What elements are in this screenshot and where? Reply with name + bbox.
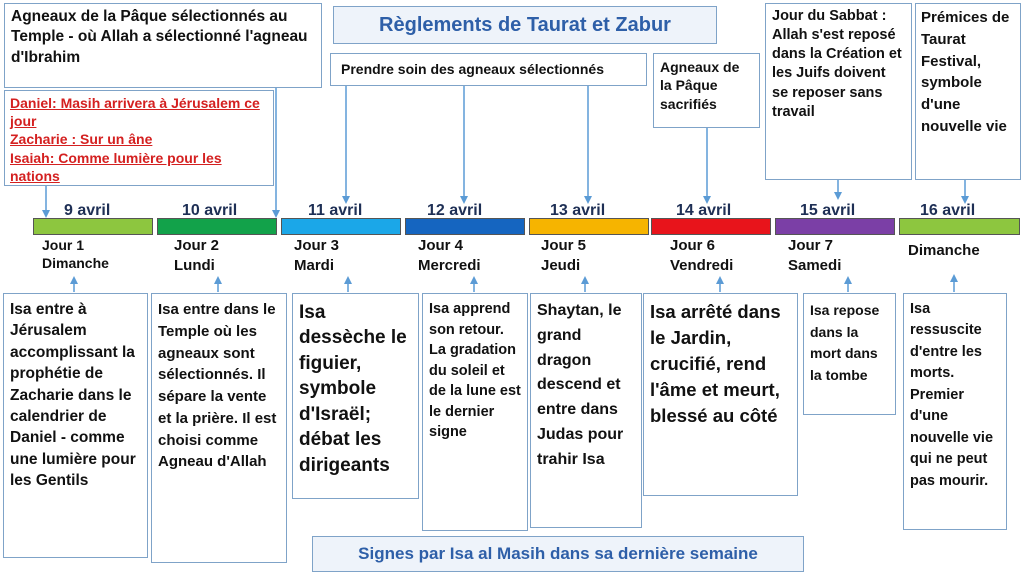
- date-1: 9 avril: [64, 202, 111, 219]
- event-box-7: [803, 293, 896, 415]
- day-label-1: [42, 236, 109, 272]
- date-8: 16 avril: [920, 202, 976, 219]
- day-label-8: [908, 241, 980, 261]
- date-3: 11 avril: [308, 202, 363, 219]
- date-2: 10 avril: [182, 202, 238, 219]
- event-box-1: [3, 293, 148, 558]
- day-6-weekday: Vendredi: [670, 256, 734, 274]
- day-8-weekday: Dimanche: [908, 242, 980, 259]
- prophecy-zacharie: Zacharie : Sur un âne: [10, 131, 153, 148]
- note-agneaux-sacrifies-text: Agneaux de la Pâque sacrifiés: [660, 59, 740, 112]
- timeline-seg-3: [281, 218, 401, 235]
- note-agneaux-temple: [4, 3, 322, 88]
- date-5: 13 avril: [550, 202, 606, 219]
- note-premices: [915, 3, 1021, 180]
- event-6-text: Isa arrêté dans le Jardin, crucifié, rend l'âme et meurt, blessé au côté: [650, 301, 781, 426]
- event-box-2: [151, 293, 287, 563]
- footer-caption: Signes par Isa al Masih dans sa dernière semaine: [312, 536, 804, 572]
- date-4: 12 avril: [427, 202, 483, 219]
- day-label-4: [418, 236, 481, 275]
- event-box-4: [422, 293, 528, 531]
- prophecy-daniel: Daniel: Masih arrivera à Jérusalem ce jour: [10, 95, 260, 130]
- day-7-number: Jour 7: [788, 237, 834, 254]
- timeline-seg-1: [33, 218, 153, 235]
- event-8-text: Isa ressuscite d'entre les morts. Premier d'une nouvelle vie qui ne peut pas mourir.: [910, 301, 994, 489]
- date-6: 14 avril: [676, 202, 732, 219]
- event-box-3: [292, 293, 419, 499]
- note-prendre-soin: [330, 53, 647, 86]
- prophecy-box: [4, 90, 274, 186]
- event-1-text: Isa entre à Jérusalem accomplissant la prophétie de Zacharie dans le calendrier de Daniel - comme une lumière pour les Gentils: [10, 301, 136, 489]
- note-sabbat-text: Jour du Sabbat : Allah s'est reposé dans la Création et les Juifs doivent se reposer sans travail: [772, 8, 902, 120]
- event-box-6: [643, 293, 798, 496]
- note-agneaux-temple-text: Agneaux de la Pâque sélectionnés au Temple - où Allah a sélectionné l'agneau d'Ibrahim: [11, 8, 308, 66]
- day-5-number: Jour 5: [541, 237, 587, 254]
- day-2-number: Jour 2: [174, 237, 220, 254]
- timeline-seg-6: [651, 218, 771, 235]
- event-box-5: [530, 293, 642, 528]
- day-label-3: [294, 236, 339, 275]
- note-prendre-soin-text: Prendre soin des agneaux sélectionnés: [341, 61, 604, 77]
- event-5-text: Shaytan, le grand dragon descend et entre dans Judas pour trahir Isa: [537, 302, 624, 468]
- timeline-seg-5: [529, 218, 649, 235]
- day-label-2: [174, 236, 219, 275]
- event-7-text: Isa repose dans la mort dans la tombe: [810, 302, 880, 384]
- event-4-text: Isa apprend son retour. La gradation du soleil et de la lune est le dernier signe: [429, 301, 521, 441]
- timeline-seg-4: [405, 218, 525, 235]
- prophecy-isaiah: Isaiah: Comme lumière pour les nations: [10, 149, 222, 184]
- event-box-8: [903, 293, 1007, 530]
- event-2-text: Isa entre dans le Temple où les agneaux sont sélectionnés. Il sépare la vente et la prière. Il est choisi comme Agneau d'Allah: [158, 301, 277, 471]
- day-7-weekday: Samedi: [788, 256, 842, 274]
- day-1-number: Jour 1: [42, 237, 85, 253]
- day-1-weekday: Dimanche: [42, 255, 109, 272]
- day-4-number: Jour 4: [418, 237, 464, 254]
- note-agneaux-sacrifies: [653, 53, 760, 128]
- day-label-5: [541, 236, 586, 275]
- day-label-7: [788, 236, 841, 275]
- timeline-seg-8: [899, 218, 1020, 235]
- day-3-number: Jour 3: [294, 237, 340, 254]
- timeline-seg-2: [157, 218, 277, 235]
- day-2-weekday: Lundi: [174, 256, 215, 274]
- timeline-seg-7: [775, 218, 895, 235]
- note-premices-text: Prémices de Taurat Festival, symbole d'une nouvelle vie: [921, 9, 1010, 135]
- day-3-weekday: Mardi: [294, 256, 335, 274]
- note-sabbat: [765, 3, 912, 180]
- page-title: Règlements de Taurat et Zabur: [333, 6, 717, 44]
- day-label-6: [670, 236, 733, 275]
- day-5-weekday: Jeudi: [541, 256, 581, 274]
- event-3-text: Isa dessèche le figuier, symbole d'Israël; débat les dirigeants: [299, 302, 407, 476]
- day-6-number: Jour 6: [670, 237, 716, 254]
- day-4-weekday: Mercredi: [418, 256, 481, 274]
- date-7: 15 avril: [800, 202, 856, 219]
